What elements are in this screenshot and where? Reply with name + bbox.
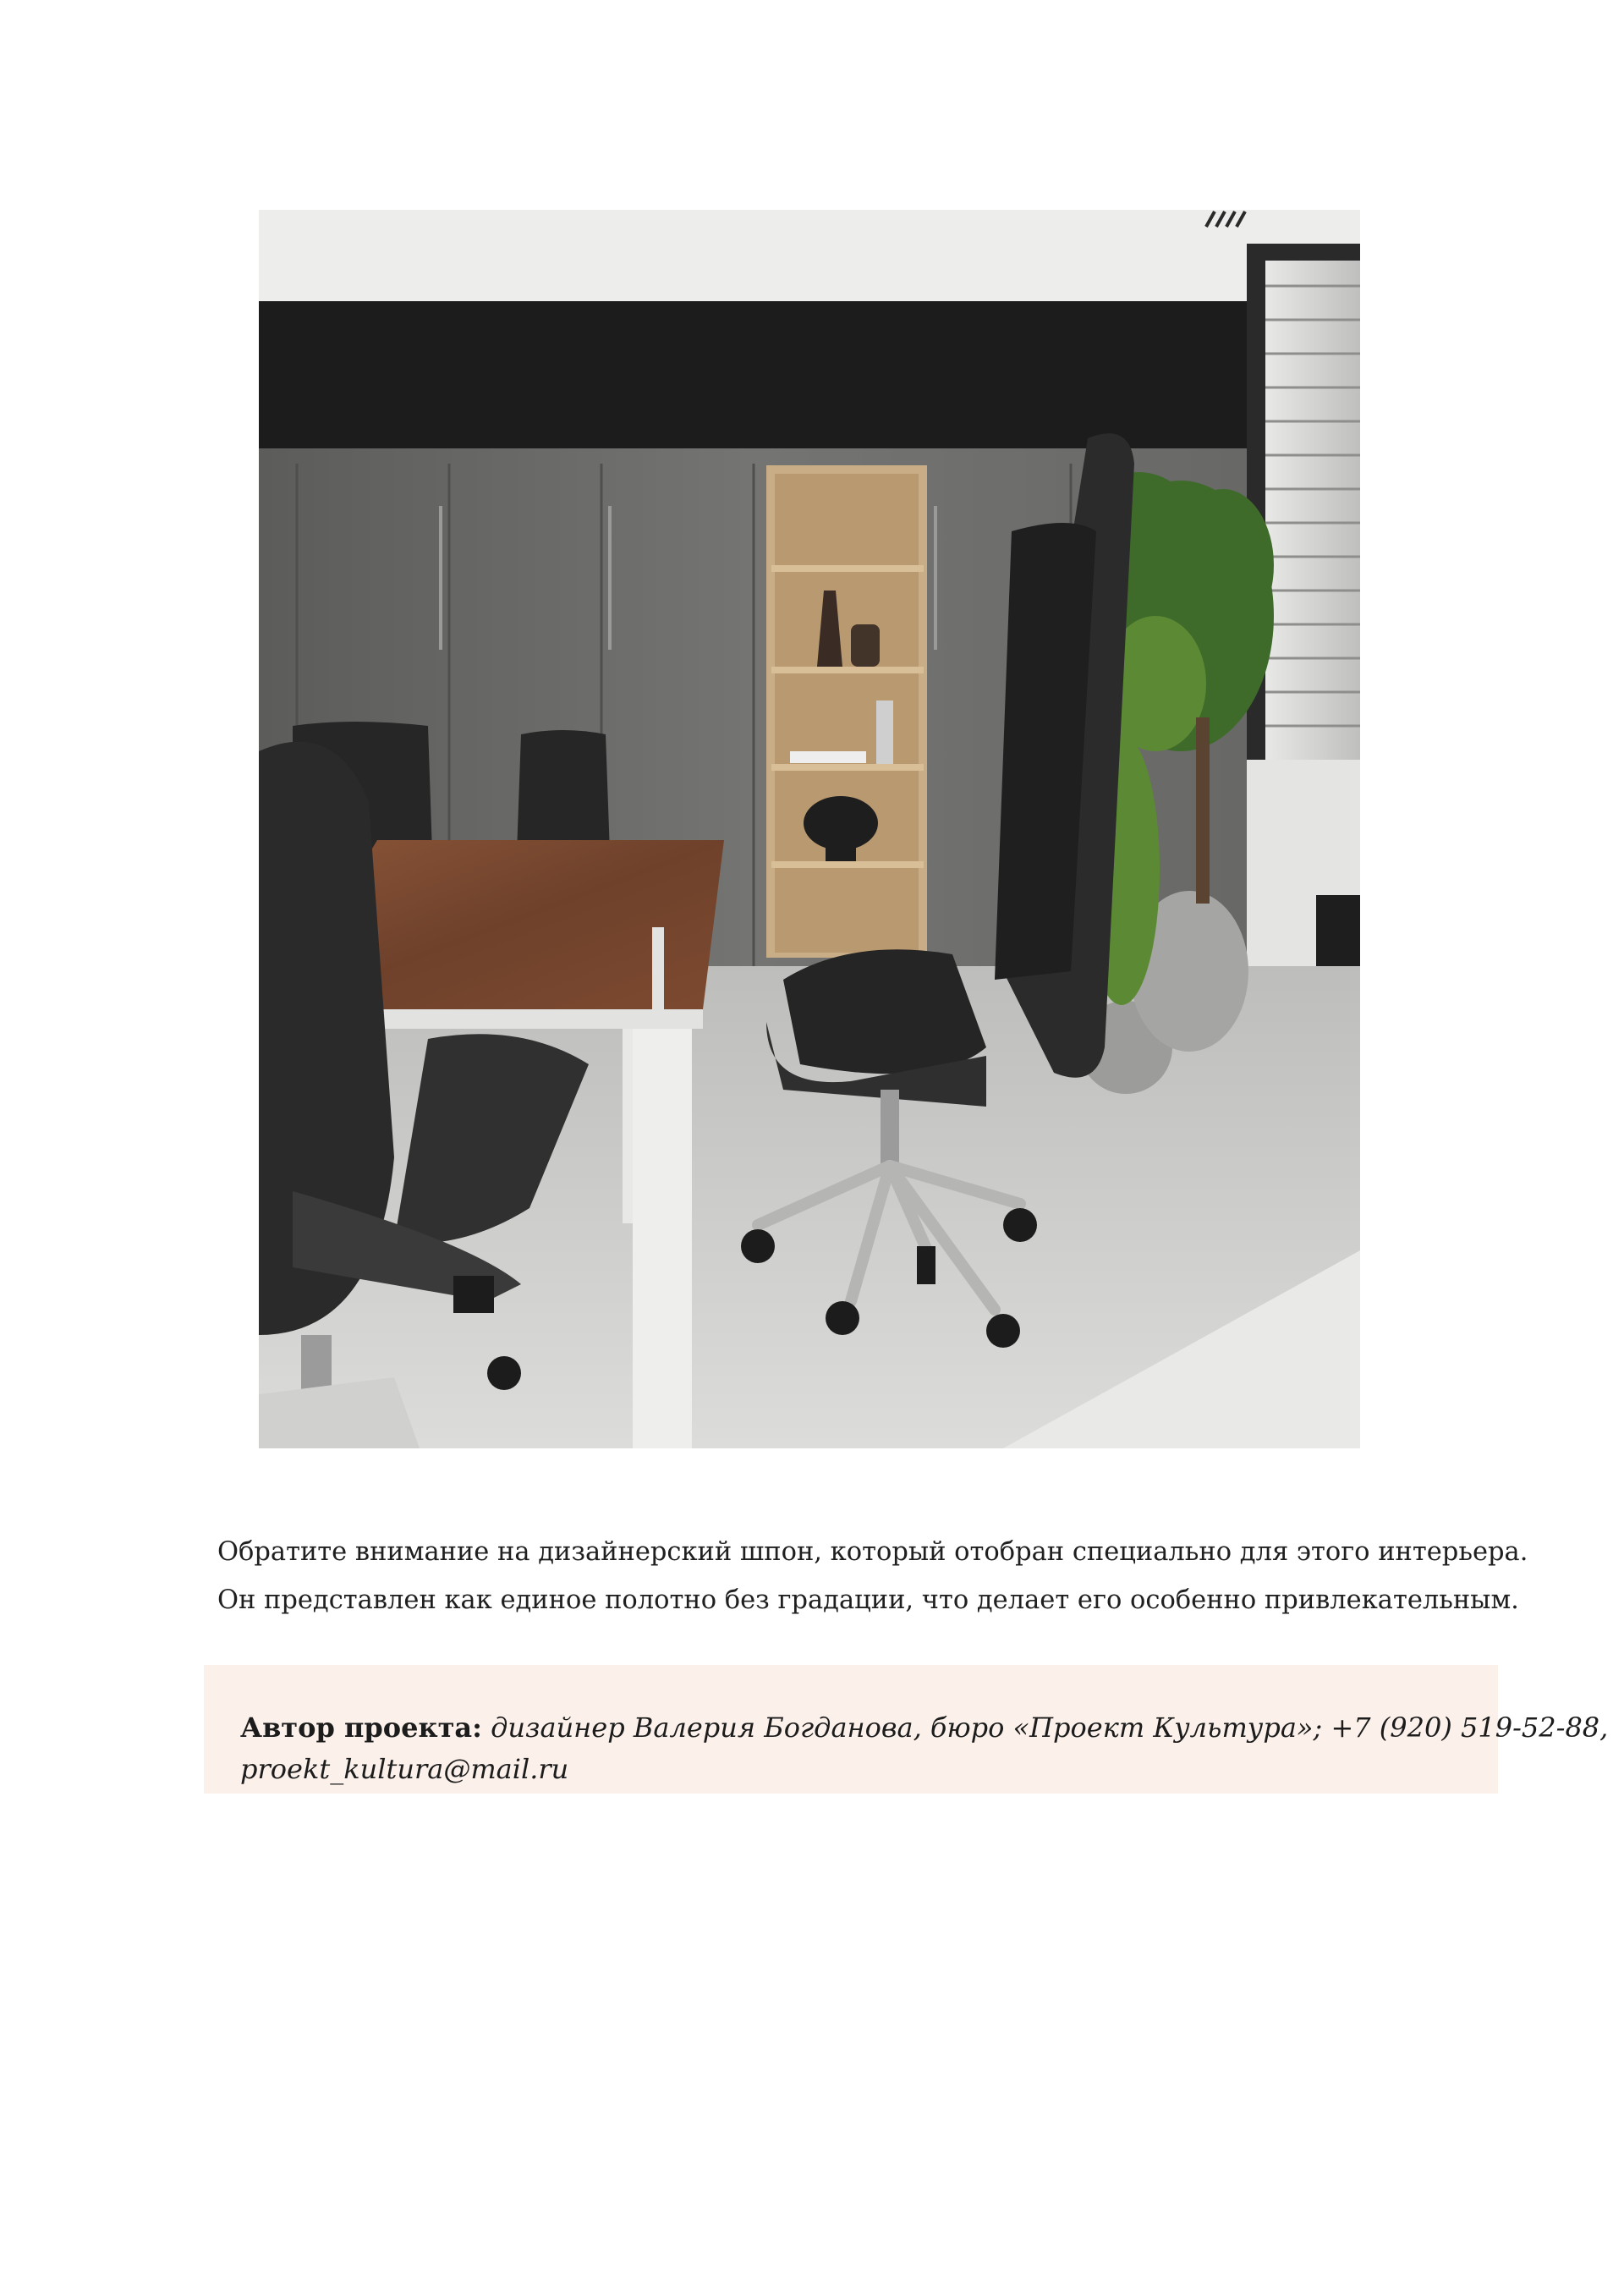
credit-label: Автор проекта: <box>240 1711 482 1744</box>
credit-details: дизайнер Валерия Богданова, бюро «Проект Культура»; +7 (920) 519-52-88, <box>481 1711 1609 1744</box>
article-paragraph <box>217 1528 1537 1624</box>
paragraph-line-1: Обратите внимание на дизайнерский шпон, который отобран специально для этого интерьера. <box>217 1537 1528 1567</box>
credit-email: proekt_kultura@mail.ru <box>240 1753 569 1785</box>
paragraph-line-2: Он представлен как единое полотно без градации, что делает его особенно привлекательным. <box>217 1585 1519 1615</box>
project-author-box <box>204 1665 1609 1794</box>
credit-line-1 <box>240 1707 1609 1749</box>
interior-photo <box>259 210 1360 1448</box>
